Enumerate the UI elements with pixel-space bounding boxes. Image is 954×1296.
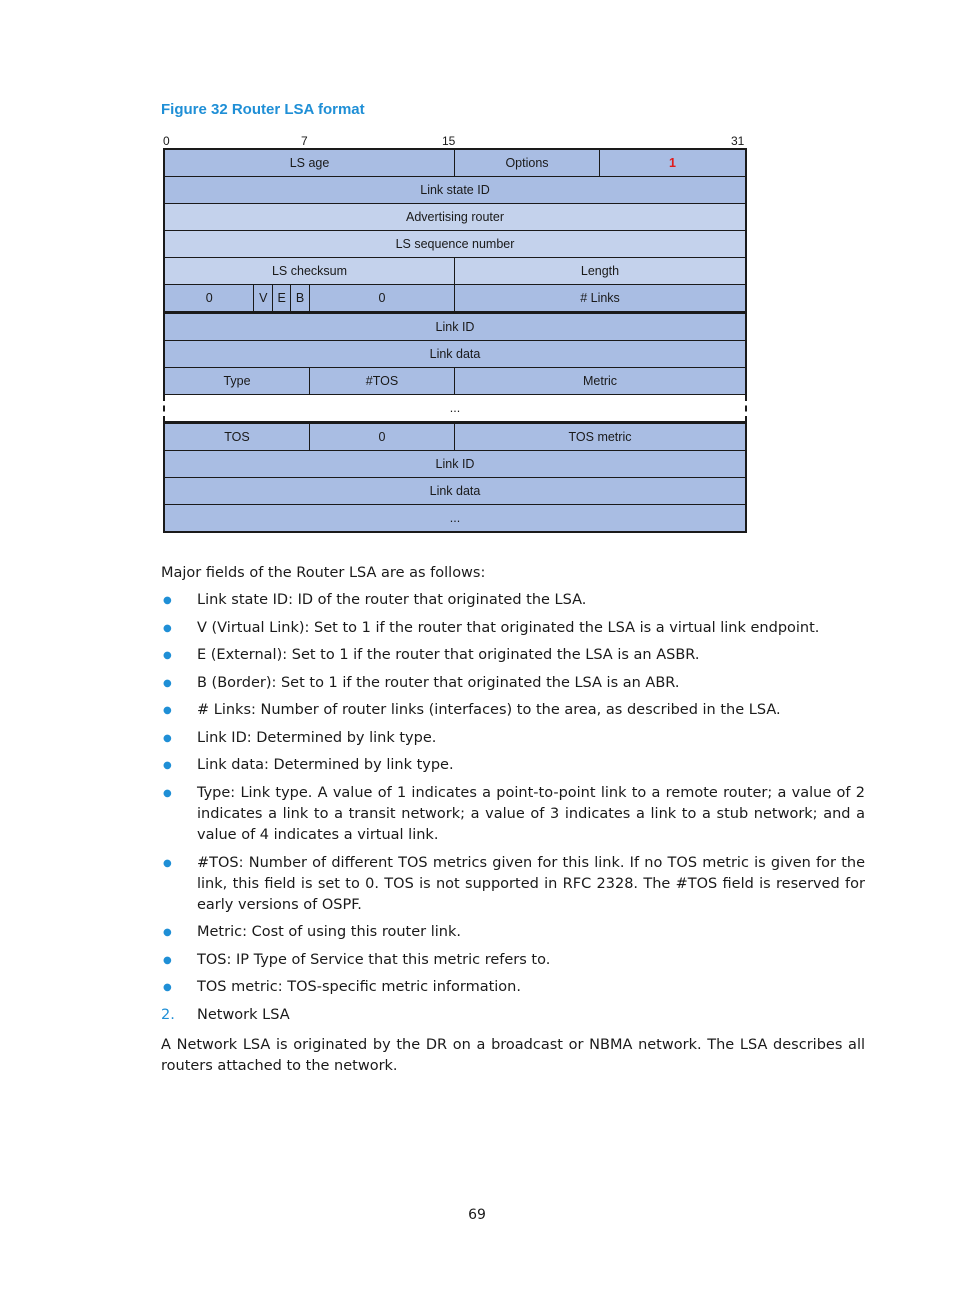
field-flag-e: E <box>273 285 291 311</box>
list-item: ● V (Virtual Link): Set to 1 if the router that originated the LSA is a virtual link endpoint. <box>161 618 865 639</box>
field-tos-metric: TOS metric <box>568 430 632 444</box>
section-heading <box>161 1005 865 1026</box>
intro-text: Major fields of the Router LSA are as follows: <box>161 565 486 581</box>
list-item: ● E (External): Set to 1 if the router that originated the LSA is an ASBR. <box>161 645 865 666</box>
field-ellipsis-2: ... <box>449 511 461 525</box>
bullet-icon: ● <box>163 760 172 771</box>
router-lsa-diagram <box>163 148 747 533</box>
field-ls-checksum: LS checksum <box>165 258 455 284</box>
field-ellipsis: ... <box>449 401 461 415</box>
section-number: 2. <box>161 1007 175 1023</box>
field-length: Length <box>580 264 620 278</box>
field-flag-b: B <box>291 285 310 311</box>
list-item: ● Link ID: Determined by link type. <box>161 728 865 749</box>
list-item: ● TOS: IP Type of Service that this metric refers to. <box>161 950 865 971</box>
field-tos: TOS <box>165 424 310 450</box>
field-link-id: Link ID <box>435 320 475 334</box>
diagram-row <box>163 148 747 177</box>
field-links: # Links <box>580 291 620 305</box>
bullet-icon: ● <box>163 982 172 993</box>
field-type: Type <box>165 368 310 394</box>
field-options: Options <box>455 150 600 176</box>
bit-label-15: 15 <box>442 134 456 148</box>
figure-caption: Figure 32 Router LSA format <box>161 101 365 118</box>
field-flag-v: V <box>254 285 273 311</box>
bullet-icon: ● <box>163 955 172 966</box>
bullet-icon: ● <box>163 927 172 938</box>
bullet-icon: ● <box>163 678 172 689</box>
page-number: 69 <box>468 1207 486 1223</box>
diagram-row <box>163 204 747 231</box>
bit-label-31: 31 <box>731 134 745 148</box>
field-ls-age: LS age <box>165 150 455 176</box>
diagram-row <box>163 422 747 451</box>
diagram-row <box>163 395 747 422</box>
bullet-icon: ● <box>163 733 172 744</box>
list-item: ● Type: Link type. A value of 1 indicates a point-to-point link to a remote router; a value of 2 indicates a link to a transit network; a value of 3 indicates a link to a stub network; and a value of 4 indicates a virtual link. <box>161 783 865 846</box>
bullet-icon: ● <box>163 623 172 634</box>
section-title: Network LSA <box>197 1007 290 1023</box>
diagram-row <box>163 312 747 341</box>
field-link-id-2: Link ID <box>435 457 475 471</box>
bullet-icon: ● <box>163 650 172 661</box>
list-item: ● Metric: Cost of using this router link. <box>161 922 865 943</box>
network-lsa-paragraph: A Network LSA is originated by the DR on a broadcast or NBMA network. The LSA describes all routers attached to the network. <box>161 1037 865 1074</box>
diagram-row <box>163 368 747 395</box>
field-ls-type: 1 <box>669 156 676 170</box>
field-link-state-id: Link state ID <box>420 183 490 197</box>
list-item: ● TOS metric: TOS-specific metric information. <box>161 977 865 998</box>
field-tos-reserved: 0 <box>310 424 455 450</box>
diagram-row <box>163 451 747 478</box>
bullet-icon: ● <box>163 788 172 799</box>
diagram-row <box>163 177 747 204</box>
diagram-row <box>163 478 747 505</box>
bit-label-7: 7 <box>301 134 308 148</box>
list-item: ● B (Border): Set to 1 if the router that originated the LSA is an ABR. <box>161 673 865 694</box>
field-link-data-2: Link data <box>429 484 481 498</box>
field-reserved-0: 0 <box>165 285 254 311</box>
list-item: ● #TOS: Number of different TOS metrics given for this link. If no TOS metric is given for the link, this field is set to 0. TOS is not supported in RFC 2328. The #TOS field is reserved for early versions of OSPF. <box>161 853 865 916</box>
field-reserved-0b: 0 <box>310 285 455 311</box>
field-metric: Metric <box>582 374 618 388</box>
field-advertising-router: Advertising router <box>406 210 504 224</box>
diagram-row <box>163 231 747 258</box>
field-ls-sequence-number: LS sequence number <box>395 237 515 251</box>
diagram-row <box>163 258 747 285</box>
bullet-icon: ● <box>163 705 172 716</box>
field-link-data: Link data <box>429 347 481 361</box>
bullet-icon: ● <box>163 595 172 606</box>
list-item: ● Link data: Determined by link type. <box>161 755 865 776</box>
list-item: ● # Links: Number of router links (interfaces) to the area, as described in the LSA. <box>161 700 865 721</box>
diagram-row <box>163 505 747 533</box>
diagram-row <box>163 341 747 368</box>
bullet-icon: ● <box>163 858 172 869</box>
list-item: ● Link state ID: ID of the router that originated the LSA. <box>161 590 865 611</box>
bit-label-0: 0 <box>163 134 170 148</box>
diagram-row <box>163 285 747 312</box>
field-tos-count: #TOS <box>310 368 455 394</box>
